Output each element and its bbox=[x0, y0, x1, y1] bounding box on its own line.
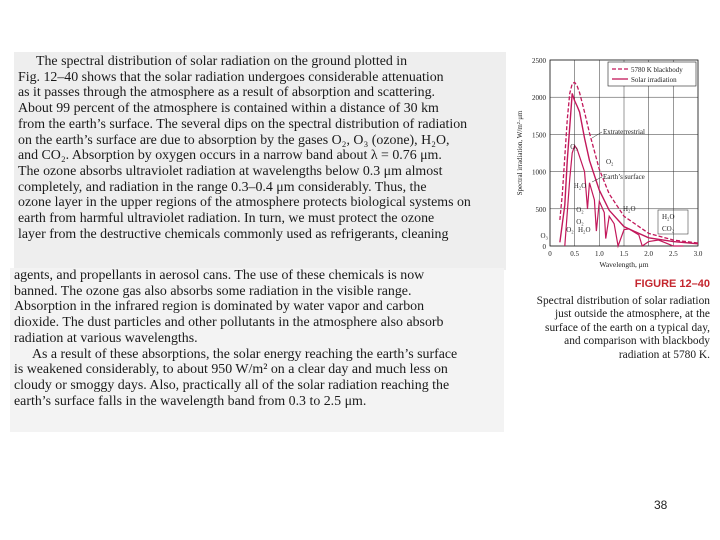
x-tick-label: 2.0 bbox=[644, 250, 654, 258]
text-block-1-line: ozone layer in the upper regions of the atmosphere protects biological systems on bbox=[18, 195, 471, 211]
text-block-2-line: As a result of these absorptions, the solar energy reaching the earth’s surface bbox=[32, 346, 458, 362]
x-tick-label: 2.5 bbox=[668, 250, 678, 258]
text-block-1-line: About 99 percent of the atmosphere is contained within a distance of 30 km bbox=[18, 101, 439, 117]
text-block-1-line: earth from harmful ultraviolet radiation. In turn, we must protect the ozone bbox=[18, 211, 435, 227]
text-block-1-line: layer from the destructive chemicals commonly used as refrigerants, cleaning bbox=[18, 226, 449, 242]
text-block-2-line: banned. The ozone gas also absorbs some radiation in the visible range. bbox=[14, 283, 412, 299]
x-tick-label: 1.0 bbox=[594, 250, 604, 258]
x-tick-label: 0 bbox=[548, 250, 552, 258]
paragraph-1 bbox=[18, 54, 506, 242]
legend-label: 5780 K blackbody bbox=[631, 66, 683, 74]
y-axis-label: Spectral irradiation, W/m²·μm bbox=[516, 110, 524, 196]
text-block-1-line: and CO₂. Absorption by oxygen occurs in a narrow band about λ = 0.76 μm. bbox=[18, 148, 442, 164]
text-block-1 bbox=[14, 52, 506, 270]
chart-annotation: O₂ bbox=[576, 218, 584, 226]
y-tick-label: 1500 bbox=[532, 131, 546, 140]
text-block-1-line: from the earth’s surface. The several dips on the spectral distribution of radiation bbox=[18, 116, 468, 132]
chart-annotation: H₂O bbox=[623, 205, 636, 213]
caption-line: Spectral distribution of solar radiation bbox=[536, 295, 710, 307]
paragraph-2 bbox=[14, 268, 504, 409]
chart-annotation: H₂O bbox=[662, 213, 675, 221]
text-block-1-line: Fig. 12–40 shows that the solar radiation undergoes considerable attenuation bbox=[18, 69, 444, 85]
y-tick-label: 2000 bbox=[532, 94, 546, 103]
chart-annotation: O₂ bbox=[566, 226, 574, 234]
caption-line: surface of the earth on a typical day, bbox=[545, 321, 710, 334]
chart-annotation: O₃ bbox=[570, 143, 578, 151]
text-block-2-line: is weakened considerably, to about 950 W/m² on a clear day and much less on bbox=[14, 362, 448, 378]
text-block-2-line: agents, and propellants in aerosol cans. The use of these chemicals is now bbox=[14, 268, 425, 283]
text-block-2-line: earth’s surface falls in the wavelength band from 0.3 to 2.5 μm. bbox=[14, 393, 367, 409]
text-block-2-line: cloudy or smoggy days. Also, practically all of the solar radiation reaching the bbox=[14, 377, 450, 393]
x-tick-label: 0.5 bbox=[570, 250, 580, 258]
chart-annotation: H₂O bbox=[573, 182, 587, 190]
y-tick-label: 2500 bbox=[532, 57, 546, 65]
caption-line: just outside the atmosphere, at the bbox=[554, 308, 710, 321]
chart-annotation: O₂ bbox=[606, 158, 614, 166]
spectral-chart bbox=[510, 52, 710, 278]
x-tick-label: 3.0 bbox=[693, 250, 703, 258]
text-block-1-line: The spectral distribution of solar radiation on the ground plotted in bbox=[36, 54, 408, 69]
text-block-1-line: The ozone absorbs ultraviolet radiation at wavelengths below 0.3 μm almost bbox=[18, 163, 443, 179]
y-tick-label: 1000 bbox=[532, 168, 546, 177]
x-axis-label: Wavelength, μm bbox=[599, 260, 649, 269]
caption-line: radiation at 5780 K. bbox=[618, 348, 710, 361]
text-block-2-line: Absorption in the infrared region is dominated by water vapor and carbon bbox=[14, 299, 425, 315]
text-block-2-line: dioxide. The dust particles and other pollutants in the atmosphere also absorb bbox=[14, 315, 444, 331]
figure-label: FIGURE 12–40 bbox=[634, 278, 710, 290]
text-block-1-line: completely, and radiation in the range 0.3–0.4 μm considerably. Thus, the bbox=[18, 179, 427, 195]
chart-annotation: Extraterrestrial bbox=[603, 128, 645, 136]
annotation-pointer bbox=[592, 132, 602, 138]
text-block-2-line: radiation at various wavelengths. bbox=[14, 330, 198, 346]
text-block-1-line: on the earth’s surface are due to absorption by the gases O₂, O₃ (ozone), H₂O, bbox=[18, 132, 450, 148]
figure-caption bbox=[512, 295, 710, 362]
text-block-2 bbox=[10, 268, 504, 432]
x-tick-label: 1.5 bbox=[619, 250, 629, 258]
figure-panel bbox=[510, 52, 710, 372]
caption-line: and comparison with blackbody bbox=[564, 335, 710, 348]
chart-annotation: H₂O bbox=[578, 226, 591, 234]
text-block-1-line: as it passes through the atmosphere as a result of absorption and scattering. bbox=[18, 85, 435, 101]
chart-annotation: CO₂ bbox=[662, 225, 675, 233]
y-tick-label: 500 bbox=[535, 205, 546, 214]
y-tick-label: 0 bbox=[542, 243, 546, 251]
legend-label: Solar irradiation bbox=[631, 76, 677, 84]
page-number: 38 bbox=[654, 498, 668, 512]
chart-annotation: O₂ bbox=[576, 206, 584, 214]
chart-annotation: Earth’s surface bbox=[603, 173, 645, 181]
chart-annotation: O₃ bbox=[540, 232, 548, 240]
